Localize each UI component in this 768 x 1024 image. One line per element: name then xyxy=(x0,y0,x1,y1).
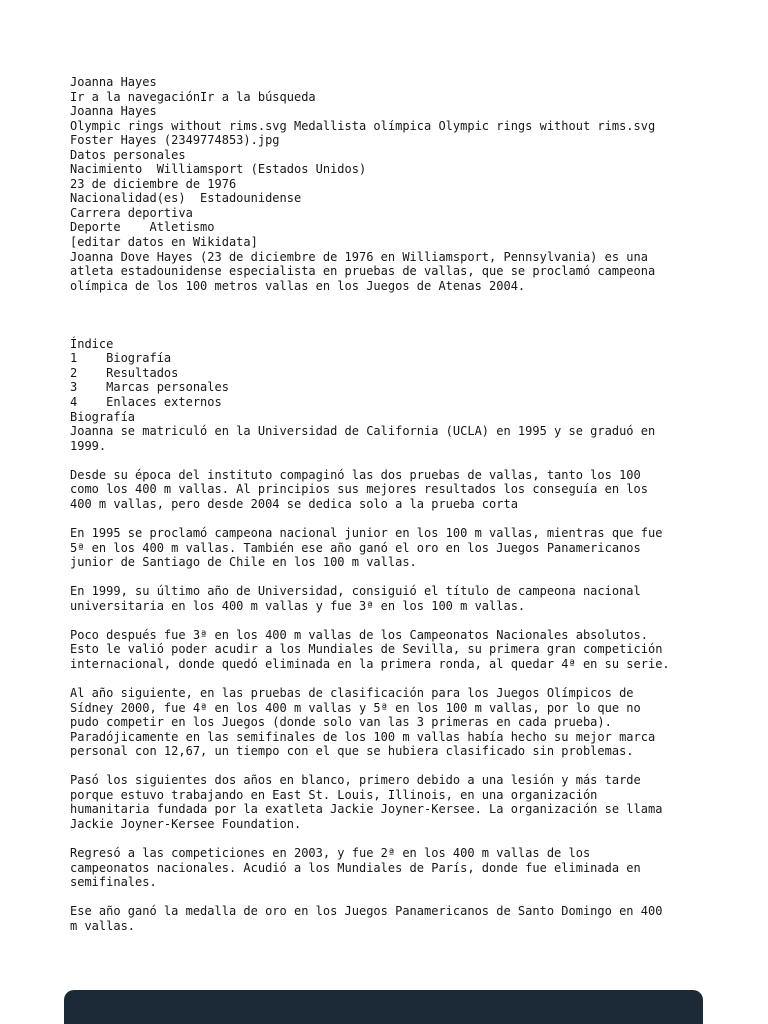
text-line: Al año siguiente, en las pruebas de clasificación para los Juegos Olímpicos de xyxy=(70,685,634,700)
text-line: Paradójicamente en las semifinales de los 100 m vallas había hecho su mejor marca xyxy=(70,729,656,744)
text-line: Joanna Hayes xyxy=(70,75,157,89)
text-line: [editar datos en Wikidata] xyxy=(70,235,258,250)
text-line: pudo competir en los Juegos (donde solo van las 3 primeras en cada prueba). xyxy=(70,715,612,730)
text-line: 1 Biografía xyxy=(70,351,172,366)
text-line xyxy=(70,570,758,585)
text-line: Ir a la navegaciónIr a la búsqueda xyxy=(70,89,316,104)
text-line: Joanna se matriculó en la Universidad de California (UCLA) en 1995 y se graduó en xyxy=(70,424,656,439)
text-line: Sídney 2000, fue 4ª en los 400 m vallas y 5ª en los 100 m vallas, por lo que no xyxy=(70,700,641,715)
text-line: 400 m vallas, pero desde 2004 se dedica solo a la prueba corta xyxy=(70,496,518,511)
text-line: Carrera deportiva xyxy=(70,205,193,220)
text-line: olímpica de los 100 metros vallas en los Juegos de Atenas 2004. xyxy=(70,278,526,293)
text-line: internacional, donde quedó eliminada en la primera ronda, al quedar 4ª en su serie. xyxy=(70,656,670,671)
text-line: humanitaria fundada por la exatleta Jackie Joyner-Kersee. La organización se llama xyxy=(70,802,663,817)
text-line xyxy=(70,308,758,323)
text-line: campeonatos nacionales. Acudió a los Mundiales de París, donde fue eliminada en xyxy=(70,860,641,875)
text-line xyxy=(70,613,758,628)
text-line: Nacionalidad(es) Estadounidense xyxy=(70,191,302,206)
text-line: Ese año ganó la medalla de oro en los Juegos Panamericanos de Santo Domingo en 400 xyxy=(70,904,663,919)
text-line: En 1999, su último año de Universidad, consiguió el título de campeona nacional xyxy=(70,584,641,599)
text-line: Índice xyxy=(70,336,114,351)
text-line: Joanna Dove Hayes (23 de diciembre de 1976 en Williamsport, Pennsylvania) es una xyxy=(70,249,648,264)
text-line: porque estuvo trabajando en East St. Louis, Illinois, en una organización xyxy=(70,787,598,802)
text-line xyxy=(70,759,758,774)
text-line: Esto le valió poder acudir a los Mundiales de Sevilla, su primera gran competición xyxy=(70,642,663,657)
text-line: Pasó los siguientes dos años en blanco, primero debido a una lesión y más tarde xyxy=(70,773,641,788)
text-line xyxy=(70,831,758,846)
text-line: junior de Santiago de Chile en los 100 m vallas. xyxy=(70,555,417,570)
text-line: Desde su época del instituto compaginó las dos pruebas de vallas, tanto los 100 xyxy=(70,467,641,482)
text-line xyxy=(70,453,758,468)
text-line: 23 de diciembre de 1976 xyxy=(70,176,237,191)
text-line: Biografía xyxy=(70,409,136,424)
text-line xyxy=(70,511,758,526)
text-line: Nacimiento Williamsport (Estados Unidos) xyxy=(70,162,367,177)
text-line: 2 Resultados xyxy=(70,365,179,380)
document-text xyxy=(70,75,758,933)
text-line xyxy=(70,293,758,308)
text-line: universitaria en los 400 m vallas y fue 3ª en los 100 m vallas. xyxy=(70,598,526,613)
text-line: Regresó a las competiciones en 2003, y fue 2ª en los 400 m vallas de los xyxy=(70,845,591,860)
text-line xyxy=(70,890,758,905)
text-line: atleta estadounidense especialista en pruebas de vallas, que se proclamó campeona xyxy=(70,264,656,279)
text-line: Datos personales xyxy=(70,147,186,162)
text-line: Foster Hayes (2349774853).jpg xyxy=(70,133,280,148)
text-line: 4 Enlaces externos xyxy=(70,395,222,410)
text-line: 1999. xyxy=(70,438,107,453)
text-line: m vallas. xyxy=(70,918,136,933)
text-line: como los 400 m vallas. Al principios sus mejores resultados los conseguía en los xyxy=(70,482,648,497)
text-line: Olympic rings without rims.svg Medallista olímpica Olympic rings without rims.svg xyxy=(70,118,656,133)
bottom-sheet-bar[interactable] xyxy=(64,990,703,1024)
text-line: semifinales. xyxy=(70,875,157,890)
text-line: Jackie Joyner-Kersee Foundation. xyxy=(70,816,302,831)
text-line: 3 Marcas personales xyxy=(70,380,229,395)
text-line xyxy=(70,322,758,337)
text-line: personal con 12,67, un tiempo con el que se hubiera clasificado sin problemas. xyxy=(70,744,634,759)
text-line xyxy=(70,671,758,686)
text-line: Deporte Atletismo xyxy=(70,220,215,235)
text-line: Poco después fue 3ª en los 400 m vallas de los Campeonatos Nacionales absolutos. xyxy=(70,627,648,642)
text-line: 5ª en los 400 m vallas. También ese año ganó el oro en los Juegos Panamericanos xyxy=(70,540,641,555)
text-line: Joanna Hayes xyxy=(70,104,157,119)
text-line: En 1995 se proclamó campeona nacional junior en los 100 m vallas, mientras que fue xyxy=(70,525,663,540)
